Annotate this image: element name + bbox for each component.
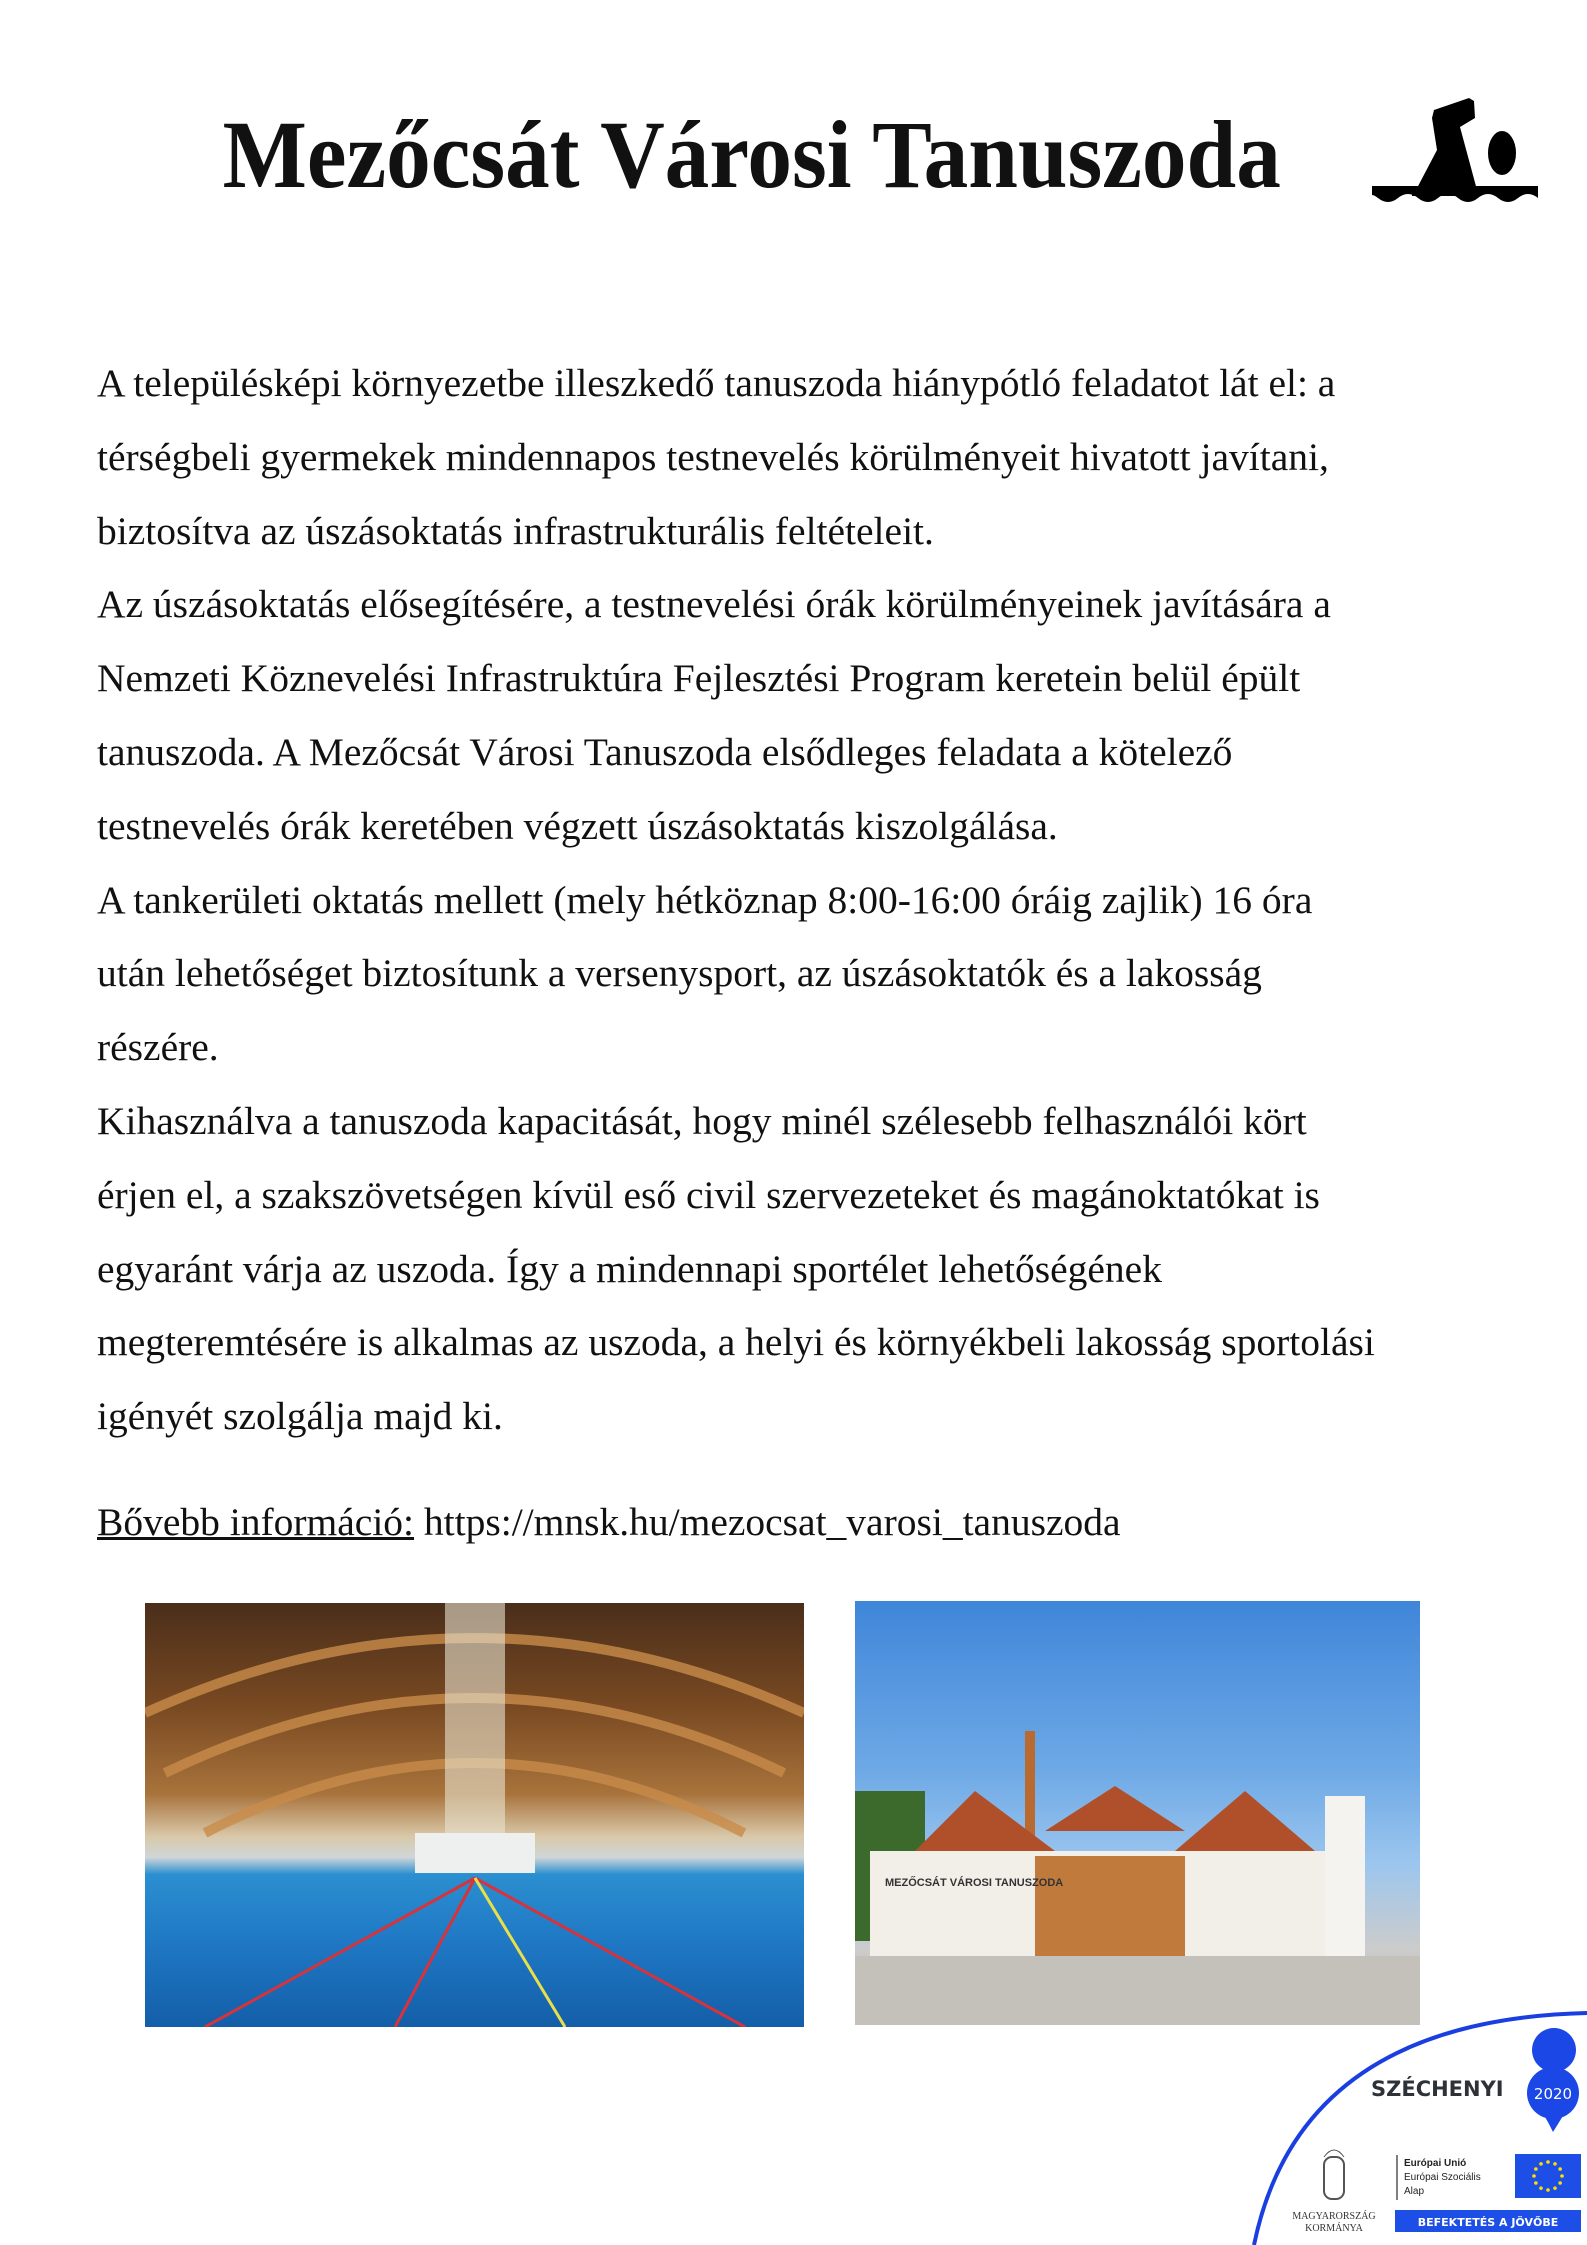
- body-line: megteremtésére is alkalmas az uszoda, a helyi és környékbeli lakosság sportolási: [97, 1320, 1375, 1365]
- building-sign: MEZŐCSÁT VÁROSI TANUSZODA: [885, 1877, 1064, 1889]
- body-line: A tankerületi oktatás mellett (mely hétköznap 8:00-16:00 óráig zajlik) 16 óra: [97, 877, 1313, 922]
- body-line: Az úszásoktatás elősegítésére, a testnevelési órák körülményeinek javítására a: [97, 582, 1331, 627]
- svg-text:Alap: Alap: [1404, 2186, 1425, 2197]
- svg-text:Kormánya: Kormánya: [1305, 2223, 1363, 2234]
- svg-text:SZÉCHENYI: SZÉCHENYI: [1371, 2077, 1504, 2101]
- building-exterior-photo: [855, 1601, 1420, 2025]
- szechenyi-2020-logo: [1240, 1995, 1587, 2245]
- body-line: egyaránt várja az uszoda. Így a mindennapi sportélet lehetőségének: [97, 1246, 1162, 1291]
- more-info: [97, 1499, 1121, 1545]
- svg-text:Európai Unió: Európai Unió: [1404, 2158, 1467, 2169]
- svg-text:2020: 2020: [1533, 2085, 1573, 2103]
- more-info-url[interactable]: https://mnsk.hu/mezocsat_varosi_tanuszoda: [423, 1500, 1121, 1544]
- swimmer-icon: [1372, 98, 1538, 208]
- body-line: érjen el, a szakszövetségen kívül eső civil szervezeteket és magánoktatókat is: [97, 1172, 1320, 1217]
- body-line: testnevelés órák keretében végzett úszásoktatás kiszolgálása.: [97, 803, 1058, 848]
- body-line: térségbeli gyermekek mindennapos testnevelés körülményeit hivatott javítani,: [97, 434, 1329, 479]
- more-info-label: Bővebb információ:: [97, 1500, 415, 1544]
- hungarian-coat-of-arms-icon: [1324, 2150, 1344, 2199]
- svg-text:Európai Szociális: Európai Szociális: [1404, 2172, 1481, 2183]
- body-line: tanuszoda. A Mezőcsát Városi Tanuszoda elsődleges feladata a kötelező: [97, 730, 1233, 774]
- page-title: Mezőcsát Városi Tanuszoda: [222, 101, 1281, 208]
- body-line: igényét szolgálja majd ki.: [97, 1394, 503, 1439]
- body-line: biztosítva az úszásoktatás infrastrukturális feltételeit.: [97, 508, 934, 553]
- indoor-pool-photo: [145, 1603, 804, 2027]
- body-line: részére.: [97, 1025, 219, 1070]
- svg-text:BEFEKTETÉS A JÖVŐBE: BEFEKTETÉS A JÖVŐBE: [1417, 2216, 1559, 2229]
- svg-text:Magyarország: Magyarország: [1292, 2211, 1376, 2222]
- body-line: A településképi környezetbe illeszkedő tanuszoda hiánypótló feladatot lát el: a: [97, 361, 1336, 405]
- body-line: Kihasználva a tanuszoda kapacitását, hogy minél szélesebb felhasználói kört: [97, 1099, 1307, 1143]
- body-line: Nemzeti Köznevelési Infrastruktúra Fejlesztési Program keretein belül épült: [97, 656, 1301, 701]
- body-line: után lehetőséget biztosítunk a versenysport, az úszásoktatók és a lakosság: [97, 951, 1262, 996]
